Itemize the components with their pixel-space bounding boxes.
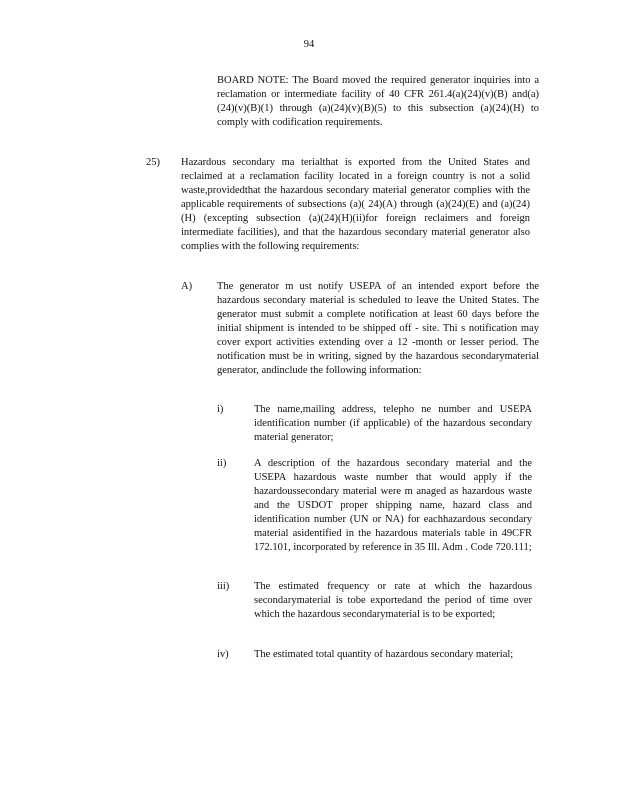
board-note: BOARD NOTE: The Board moved the required generator inquiries into a reclamation or intermediate facility of 40 CFR 261.4(a)(24)(v)(B) and(a)(24)(v)(B)(1) through (a)(24)(v)(B)(5) to this subsection (a)(24)(H) to comply with codification requirements. [217,75,539,128]
subitem-i-text: The name,mailing address, telepho ne number and USEPA identification number (if applicable) of the hazardous secondary material generator; [254,404,532,443]
subitem-iv-text: The estimated total quantity of hazardous secondary material; [254,649,514,660]
page-number: 94 [303,39,315,50]
item-a-text: The generator m ust notify USEPA of an intended export before the hazardous secondary material is scheduled to leave the United States. The generator must submit a complete notification at least 60 days before the initial shipment is intended to be shipped off - site. Thi s notification may cover export activities extending over a 12 -month or lesser period. The notification must be in writing, signed by the hazardous secondarymaterial generator, andinclude the following information: [217,281,539,376]
item-25-text: Hazardous secondary ma terialthat is exported from the United States and reclaimed at a reclamation facility located in a foreign country is not a solid waste,providedthat the hazardous secondary material generator complies with the applicable requirements of subsections (a)( 24)(A) through (a)(24)(E) and (a)(24)(H) (excepting subsection (a)(24)(H)(ii)for foreign reclaimers and foreign intermediate facilities), and that the hazardous secondary material generator also complies with the following requirements: [181,157,530,252]
subitem-i-label: i) [217,404,224,415]
subitem-iii-text: The estimated frequency or rate at which the hazardous secondarymaterial is tobe exportedand the period of time over which the hazardous secondarymaterial is to be exported; [254,581,532,620]
subitem-iv-label: iv) [217,649,229,660]
subitem-ii-label: ii) [217,458,227,469]
subitem-ii-text: A description of the hazardous secondary material and the USEPA hazardous waste number that would apply if the hazardoussecondary material were m anaged as hazardous waste and the USDOT proper shipping name, hazard class and identification number (UN or NA) for eachhazardous secondary material asidentified in the hazardous materials table in 49CFR 172.101, incorporated by reference in 35 Ill. Adm . Code 720.111; [254,458,532,553]
subitem-iii-label: iii) [217,581,230,592]
item-a-label: A) [181,281,193,292]
item-25-label: 25) [146,157,160,168]
